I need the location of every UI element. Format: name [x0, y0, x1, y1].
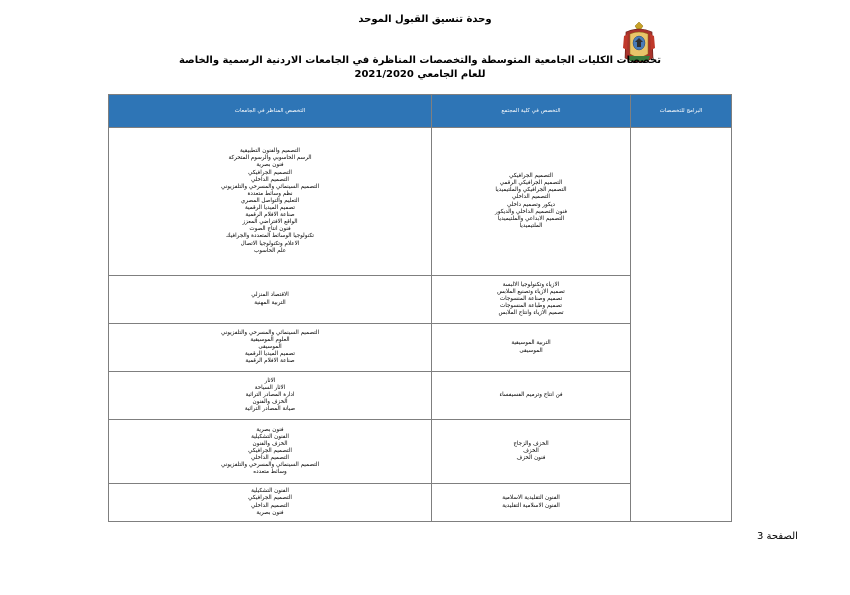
university-specialization: التربية المهنية — [254, 299, 286, 306]
header-programs: البرامج للتخصصات — [631, 95, 732, 128]
community-college-specialization: التربية الموسيقية — [511, 340, 551, 347]
university-specialization: الاعلام وتكنولوجيا الاتصال — [240, 240, 300, 247]
university-cell — [109, 276, 432, 324]
university-specialization: تكنولوجيا الوسائط المتعددة والجرافيك — [226, 233, 314, 240]
university-specialization: الرسم الحاسوبي والرسوم المتحركة — [228, 155, 312, 162]
community-college-specialization: تصميم الازياء وتصنيع الملابس — [497, 288, 565, 295]
community-college-specialization: تصميم وطباعة المنسوجات — [500, 303, 562, 310]
community-college-cell — [432, 324, 631, 372]
university-specialization: التصميم الداخلي — [251, 176, 289, 183]
university-specialization: فنون بصرية — [256, 509, 284, 516]
community-college-specialization: الخزف — [523, 447, 539, 454]
university-specialization: العلوم الموسيقية — [250, 336, 290, 343]
table-header-row — [109, 95, 732, 128]
header-university: التخصص المناظر في الجامعات — [109, 95, 432, 128]
university-specialization: تصميم الميديا الرقمية — [245, 205, 295, 212]
university-cell — [109, 372, 432, 420]
title-line-2: للعام الجامعي 2021/2020 — [354, 69, 486, 80]
community-college-specialization: التصميم الابداعي والملتيميديا — [497, 215, 565, 222]
document-title — [110, 54, 730, 82]
university-specialization: فنون انتاج الصوت — [249, 226, 291, 233]
university-specialization: التصميم السينمائي والمسرحي والتلفزيوني — [220, 462, 320, 469]
community-college-cell — [432, 372, 631, 420]
community-college-specialization: الملتيميديا — [519, 222, 543, 229]
university-specialization: التصميم السينمائي والمسرحي والتلفزيوني — [220, 183, 320, 190]
community-college-specialization: الخزف والزجاج — [513, 440, 549, 447]
university-specialization: التصميم الجرافيكي — [248, 447, 292, 454]
university-specialization: الفنون التشكيلية — [251, 488, 289, 495]
university-specialization: الاثار — [264, 377, 276, 384]
university-specialization: التصميم الداخلي — [251, 455, 289, 462]
community-college-specialization: ديكور وتصميم داخلي — [506, 201, 556, 208]
university-specialization: تصميم الميديا الرقمية — [245, 351, 295, 358]
university-specialization: الخزف والفنون — [252, 440, 288, 447]
community-college-specialization: الازياء وتكنولوجيا الالبسة — [502, 281, 560, 288]
university-specialization: صناعة الافلام الرقمية — [245, 358, 295, 365]
university-specialization: فنون بصرية — [256, 426, 284, 433]
community-college-specialization: فن انتاج وترميم الفسيفساء — [499, 391, 563, 398]
university-specialization: الفنون التشكيلية — [251, 433, 289, 440]
community-college-cell — [432, 484, 631, 522]
university-specialization: وسائط متعدده — [253, 469, 287, 476]
title-line-1: تخصصات الكليات الجامعية المتوسطة والتخصصات المناظرة في الجامعات الاردنية الرسمية والخاصة — [178, 55, 661, 66]
header-community-college: التخصص في كلية المجتمع — [432, 95, 631, 128]
university-specialization: التصميم والفنون التطبيقية — [240, 148, 300, 155]
university-specialization: الاقتصاد المنزلي — [251, 292, 289, 299]
university-specialization: الواقع الافتراضي المعزز — [242, 219, 298, 226]
university-specialization: صيانة المصادر التراثية — [244, 406, 296, 413]
community-college-cell — [432, 420, 631, 484]
community-college-specialization: فنون الخزف — [516, 455, 546, 462]
table-row — [109, 128, 732, 276]
community-college-specialization: التصميم الداخلي — [512, 194, 550, 201]
unit-name-header: وحدة تنسيق القبول الموحد — [358, 14, 492, 25]
community-college-specialization: تصميم وصناعة المنسوجات — [499, 295, 563, 302]
university-specialization: صناعة الافلام الرقمية — [245, 212, 295, 219]
university-cell — [109, 420, 432, 484]
university-specialization: التصميم الجرافيكي — [248, 495, 292, 502]
specializations-table — [108, 94, 732, 522]
university-specialization: التصميم السينمائي والمسرحي والتلفزيوني — [220, 329, 320, 336]
community-college-specialization: التصميم الجرافيكي — [509, 173, 553, 180]
community-college-cell — [432, 276, 631, 324]
community-college-specialization: الفنون الاسلامية التقليدية — [502, 502, 560, 509]
university-specialization: التصميم الجرافيكي — [248, 169, 292, 176]
programs-cell — [631, 128, 732, 522]
university-specialization: الخزف والفنون — [252, 399, 288, 406]
university-specialization: فنون بصرية — [256, 162, 284, 169]
community-college-cell — [432, 128, 631, 276]
community-college-specialization: الفنون التقليدية الاسلامية — [502, 495, 560, 502]
university-specialization: نظم وسائط متعددة — [247, 190, 293, 197]
community-college-specialization: فنون التصميم الداخلي والديكور — [495, 208, 567, 215]
university-specialization: التعليم والتواصل المصري — [240, 197, 300, 204]
university-specialization: علم الحاسوب — [253, 247, 287, 254]
university-cell — [109, 324, 432, 372]
university-cell — [109, 128, 432, 276]
page-number: الصفحة 3 — [757, 531, 798, 542]
university-specialization: ادارة المصادر التراثية — [245, 391, 295, 398]
community-college-specialization: التصميم الجرافيكي الرقمي — [499, 180, 563, 187]
university-specialization: التصميم الداخلي — [251, 502, 289, 509]
university-cell — [109, 484, 432, 522]
table-body — [109, 128, 732, 522]
university-specialization: الموسيقى — [258, 343, 282, 350]
community-college-specialization: التصميم الجرافيكي والملتيميديا — [495, 187, 567, 194]
university-specialization: الاثار السياحة — [254, 384, 286, 391]
community-college-specialization: الموسيقى — [519, 347, 543, 354]
community-college-specialization: تصميم الازياء وانتاج الملابس — [498, 310, 564, 317]
